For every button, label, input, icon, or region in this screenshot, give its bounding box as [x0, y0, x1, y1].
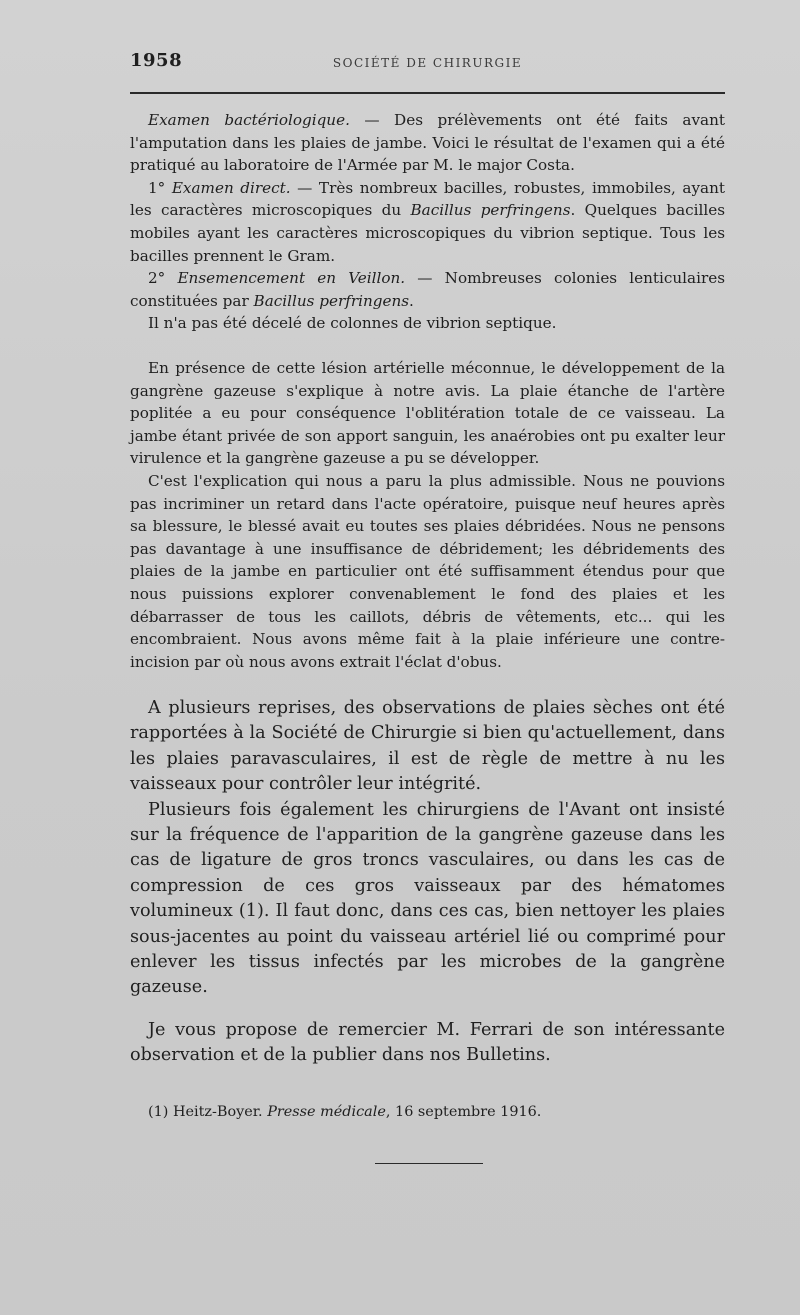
discussion-paragraph: C'est l'explication qui nous a paru la plus admissible. Nous ne pouvions pas incriminer un retard dans l'acte opératoire, puisque neuf heures après sa blessure, le blessé avait eu toutes ses plaies débridées. Nous ne pensons pas davantage à une insuffisance de débridement; les débridements des plaies de la jambe en particulier ont été suffisamment étendus pour que nous puissions explorer convenablement le fond des plaies et les débarrasser de tous les caillots, débris de vêtements, etc... qui les encombraient. Nous avons même fait à la plaie inférieure une contre-incision par où nous avons extrait l'éclat d'obus.	[130, 471, 725, 671]
header-rule	[130, 92, 725, 94]
running-head: SOCIÉTÉ DE CHIRURGIE	[332, 56, 523, 70]
report-paragraph: 1° Examen direct. — Très nombreux bacilles, robustes, immobiles, ayant les caractères microscopiques du Bacillus perfringens. Quelques bacilles mobiles ayant les caractères microscopiques du vibrion septique. Tous les bacilles prennent le Gram.	[130, 178, 725, 265]
report-paragraph: Examen bactériologique. — Des prélèvements ont été faits avant l'amputation dans les plaies de jambe. Voici le résultat de l'examen qui a été pratiqué au laboratoire de l'Armée par M. le major Costa.	[130, 111, 725, 175]
page-number: 1958	[130, 50, 183, 71]
report-label: Examen bactériologique.	[148, 111, 350, 129]
conclusion-paragraph: Je vous propose de remercier M. Ferrari de son intéressante observation et de la publier dans nos Bulletins.	[130, 1020, 725, 1066]
footnote-journal: Presse médicale	[267, 1104, 386, 1120]
footnote: (1) Heitz-Boyer. Presse médicale, 16 septembre 1916.	[148, 1104, 542, 1120]
page-header	[130, 50, 725, 76]
discussion-paragraph: En présence de cette lésion artérielle méconnue, le développement de la gangrène gazeuse s'explique à notre avis. La plaie étanche de l'artère poplitée a eu pour conséquence l'oblitération totale de ce vaisseau. La jambe étant privée de son apport sanguin, les anaérobies ont pu exalter leur virulence et la gangrène gazeuse a pu se développer.	[130, 359, 725, 468]
footnote-reference[interactable]: (1)	[238, 901, 264, 922]
report-paragraph: 2° Ensemencement en Veillon. — Nombreuses colonies lenticulaires constituées par Bacillus perfringens.	[130, 269, 725, 310]
commentary-paragraph: Plusieurs fois également les chirurgiens de l'Avant ont insisté sur la fréquence de l'apparition de la gangrène gazeuse dans les cas de ligature de gros troncs vasculaires, ou dans les cas de compression de ces gros vaisseaux par des hématomes volumineux (1). Il faut donc, dans ces cas, bien nettoyer les plaies sous-jacentes au point du vaisseau artériel lié ou comprimé pour enlever les tissus infectés par les microbes de la gangrène gazeuse.	[130, 799, 725, 998]
bacteriology-report	[130, 109, 725, 335]
conclusion	[130, 1018, 725, 1069]
commentary	[130, 696, 725, 1001]
report-paragraph: Il n'a pas été décelé de colonnes de vibrion septique.	[148, 314, 557, 333]
discussion	[130, 357, 725, 673]
footnote-author: Heitz-Boyer.	[172, 1104, 268, 1120]
end-rule	[375, 1163, 483, 1164]
commentary-paragraph: A plusieurs reprises, des observations de plaies sèches ont été rapportées à la Société de Chirurgie si bien qu'actuellement, dans les plaies paravasculaires, il est de règle de mettre à nu les vaisseaux pour contrôler leur intégrité.	[130, 698, 725, 795]
